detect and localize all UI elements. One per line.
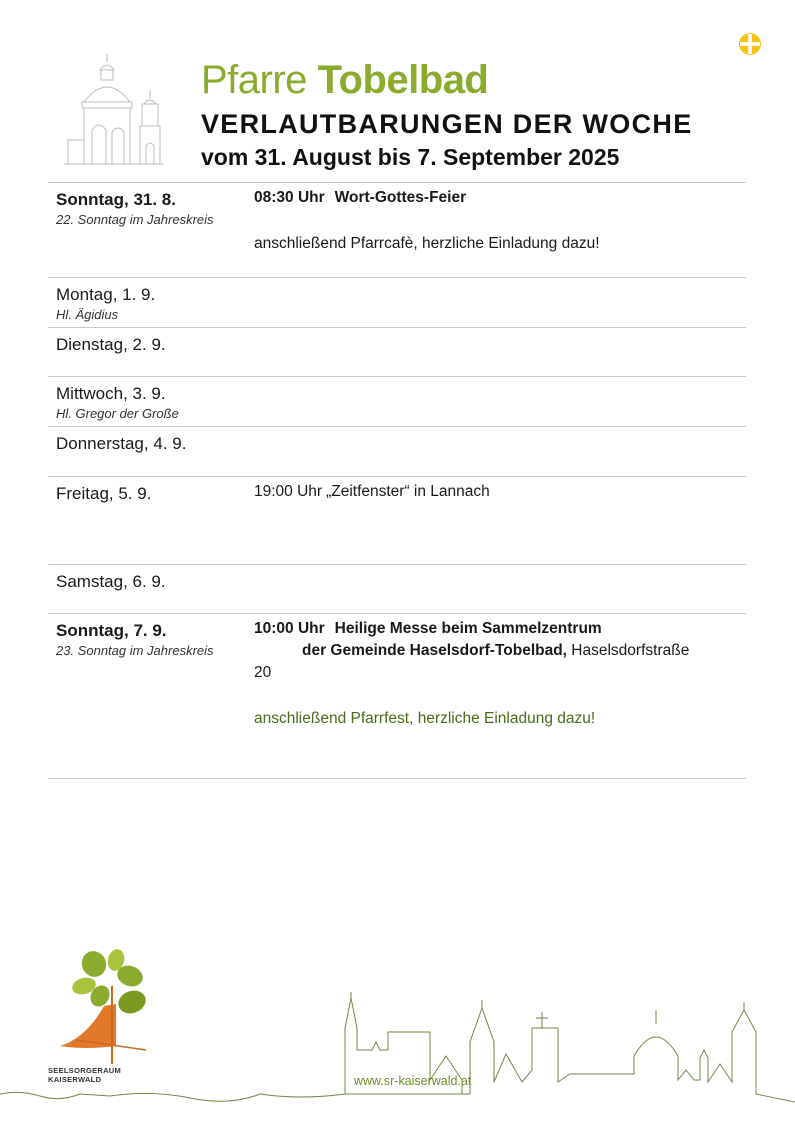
parish-name-bold: Tobelbad	[317, 58, 489, 102]
day-name: Sonntag, 7. 9.	[56, 621, 167, 640]
day-name: Samstag, 6. 9.	[56, 572, 166, 591]
website-link[interactable]: www.sr-kaiserwald.at	[354, 1074, 472, 1088]
corner-cross-logo-icon	[738, 32, 762, 56]
event-title: Wort-Gottes-Feier	[334, 189, 467, 206]
schedule-row-wednesday	[48, 377, 746, 427]
schedule-row-sunday-7	[48, 614, 746, 779]
parish-name	[201, 58, 693, 102]
event-address-number: 20	[254, 664, 272, 681]
day-name: Dienstag, 2. 9.	[56, 335, 166, 354]
event-time: 10:00 Uhr	[254, 620, 325, 637]
day-subtitle: 22. Sonntag im Jahreskreis	[56, 212, 214, 227]
schedule-row-saturday	[48, 565, 746, 614]
schedule-row-thursday	[48, 427, 746, 477]
schedule-row-friday	[48, 477, 746, 565]
event-title: „Zeitfenster“ in Lannach	[326, 483, 490, 500]
event	[254, 187, 742, 255]
event-note: anschließend Pfarrfest, herzliche Einladung dazu!	[254, 710, 596, 727]
page-title: VERLAUTBARUNGEN DER WOCHE	[201, 109, 693, 139]
header	[201, 58, 693, 172]
schedule-row-sunday-31	[48, 183, 746, 278]
schedule-table	[48, 182, 746, 779]
day-name: Sonntag, 31. 8.	[56, 190, 176, 209]
church-illustration-icon	[64, 52, 164, 166]
event-note: anschließend Pfarrcafè, herzliche Einladung dazu!	[254, 235, 600, 252]
day-name: Freitag, 5. 9.	[56, 484, 152, 503]
day-name: Donnerstag, 4. 9.	[56, 434, 187, 453]
event	[254, 618, 742, 730]
schedule-row-monday	[48, 278, 746, 328]
event	[254, 481, 742, 503]
event-location: der Gemeinde Haselsdorf-Tobelbad,	[302, 642, 567, 659]
event-time: 08:30 Uhr	[254, 189, 325, 206]
date-range: vom 31. August bis 7. September 2025	[201, 144, 620, 170]
event-title: Heilige Messe beim Sammelzentrum	[334, 620, 602, 637]
logo-line-1: SEELSORGERAUM	[48, 1066, 122, 1075]
day-name: Montag, 1. 9.	[56, 285, 156, 304]
day-subtitle: Hl. Gregor der Große	[56, 406, 179, 421]
schedule-row-tuesday	[48, 328, 746, 377]
logo-line-2: KAISERWALD	[48, 1075, 102, 1084]
event-time: 19:00 Uhr	[254, 483, 323, 500]
day-name: Mittwoch, 3. 9.	[56, 384, 166, 403]
town-skyline-icon	[0, 990, 795, 1110]
day-subtitle: 23. Sonntag im Jahreskreis	[56, 643, 214, 658]
parish-prefix: Pfarre	[201, 58, 307, 102]
event-address: Haselsdorfstraße	[567, 642, 690, 659]
day-subtitle: Hl. Ägidius	[56, 307, 119, 322]
